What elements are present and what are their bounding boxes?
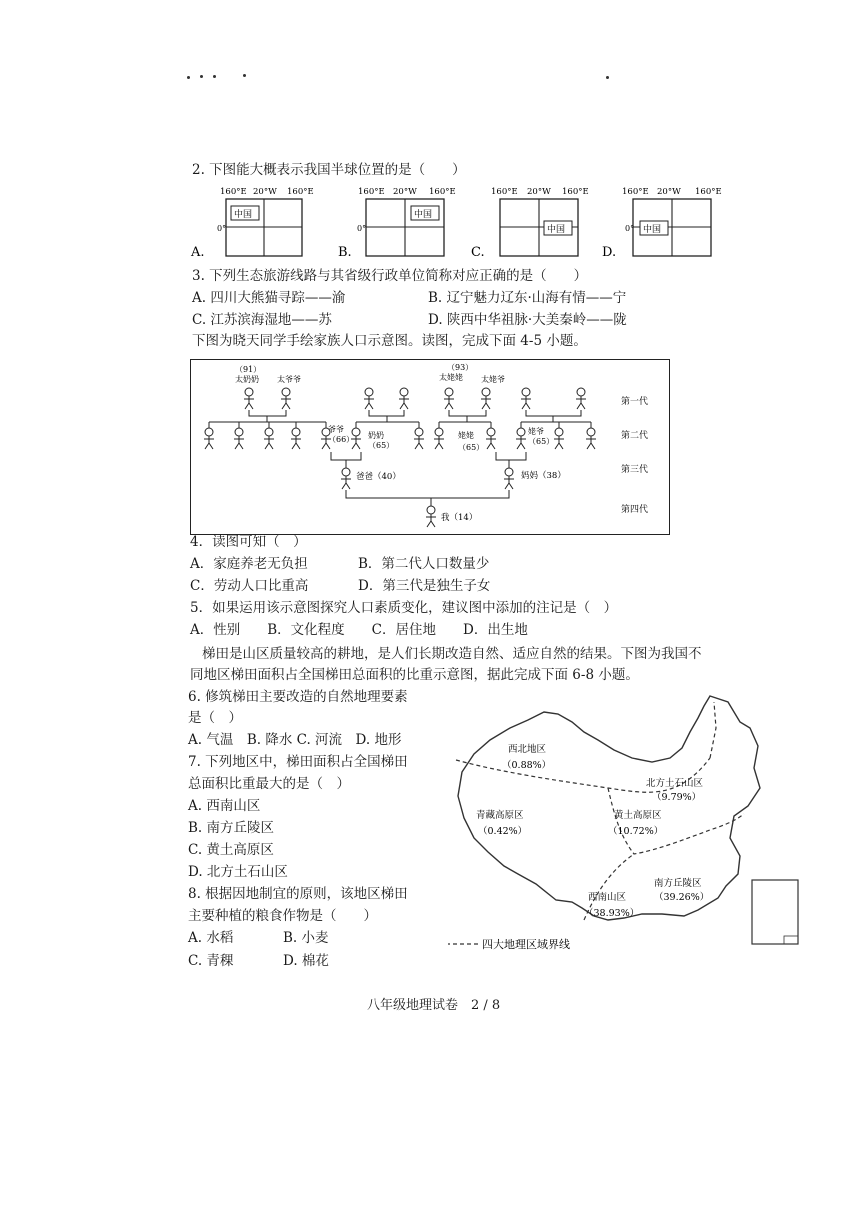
svg-text:西南山区: 西南山区: [588, 892, 627, 903]
svg-text:北方土石山区: 北方土石山区: [646, 778, 704, 789]
svg-text:黄土高原区: 黄土高原区: [614, 810, 662, 821]
terrace-intro-line2: 同地区梯田面积占全国梯田总面积的比重示意图，据此完成下面 6-8 小题。: [190, 667, 639, 683]
svg-text:第一代: 第一代: [621, 397, 649, 407]
q7-stem-line2: 总面积比重最大的是（ ）: [188, 776, 350, 792]
q6-stem-line1: 6. 修筑梯田主要改造的自然地理要素: [188, 689, 408, 705]
svg-text:（0.88%）: （0.88%）: [502, 760, 552, 771]
hemisphere-option-b: [338, 187, 456, 260]
q8-stem-line1: 8. 根据因地制宜的原则，该地区梯田: [188, 886, 408, 902]
q7-option-d: D. 北方土石山区: [188, 864, 288, 880]
svg-text:中国: 中国: [643, 225, 662, 235]
svg-text:第四代: 第四代: [621, 505, 649, 515]
svg-text:C.: C.: [471, 245, 485, 260]
svg-text:姥姥: 姥姥: [458, 431, 474, 440]
china-outline: [458, 696, 760, 920]
svg-text:160°E: 160°E: [491, 187, 518, 197]
q8-option-a: A. 水稻: [188, 930, 234, 946]
svg-text:0°: 0°: [357, 224, 367, 233]
svg-text:160°E: 160°E: [429, 187, 456, 197]
svg-text:太奶奶: 太奶奶: [235, 375, 259, 384]
page-footer: 八年级地理试卷 2 / 8: [367, 998, 501, 1013]
svg-text:第二代: 第二代: [621, 431, 649, 441]
svg-text:中国: 中国: [547, 225, 566, 235]
q3-option-c: C. 江苏滨海湿地——苏: [192, 312, 332, 328]
svg-text:160°E: 160°E: [562, 187, 589, 197]
hemisphere-diagrams: [190, 184, 730, 264]
svg-text:太姥爷: 太姥爷: [481, 375, 505, 384]
family-tree-figure: [190, 359, 670, 535]
svg-text:B.: B.: [338, 245, 352, 260]
svg-text:太爷爷: 太爷爷: [277, 375, 301, 384]
svg-text:160°E: 160°E: [358, 187, 385, 197]
svg-text:（66）: （66）: [328, 435, 355, 444]
q7-option-c: C. 黄土高原区: [188, 842, 274, 858]
hemisphere-option-c: [471, 187, 589, 260]
svg-text:奶奶: 奶奶: [368, 431, 384, 440]
svg-text:0°: 0°: [625, 224, 635, 233]
svg-text:姥爷: 姥爷: [528, 427, 544, 436]
hemisphere-option-a: [190, 187, 314, 260]
svg-text:20°W: 20°W: [657, 187, 681, 197]
scan-speck: [200, 75, 203, 78]
q8-stem-line2: 主要种植的粮食作物是（ ）: [188, 908, 377, 924]
svg-text:（9.79%）: （9.79%）: [652, 792, 702, 803]
svg-text:（65）: （65）: [528, 437, 555, 446]
svg-text:160°E: 160°E: [622, 187, 649, 197]
svg-text:妈妈（38）: 妈妈（38）: [521, 471, 566, 481]
svg-text:A.: A.: [191, 245, 205, 260]
svg-text:160°E: 160°E: [695, 187, 722, 197]
scan-speck: [213, 75, 216, 78]
svg-text:20°W: 20°W: [527, 187, 551, 197]
q3-option-a: A. 四川大熊猫寻踪——渝: [192, 290, 346, 306]
scan-speck: [243, 74, 246, 77]
q3-stem: 3. 下列生态旅游线路与其省级行政单位简称对应正确的是（ ）: [192, 268, 588, 284]
q2-stem: 2. 下图能大概表示我国半球位置的是（ ）: [192, 162, 466, 178]
svg-text:（38.93%）: （38.93%）: [584, 908, 640, 919]
q4-stem: 4．读图可知（ ）: [190, 534, 307, 550]
svg-text:20°W: 20°W: [393, 187, 417, 197]
svg-text:（65）: （65）: [368, 441, 395, 450]
q7-option-b: B. 南方丘陵区: [188, 820, 275, 836]
svg-text:第三代: 第三代: [621, 465, 649, 475]
svg-text:（10.72%）: （10.72%）: [608, 826, 664, 837]
terrace-intro-line1: 梯田是山区质量较高的耕地，是人们长期改造自然、适应自然的结果。下图为我国不: [202, 646, 702, 662]
svg-text:D.: D.: [602, 245, 617, 260]
q6-stem-line2: 是（ ）: [188, 710, 242, 726]
svg-text:（65）: （65）: [458, 443, 485, 452]
map-legend: 四大地理区域界线: [482, 938, 570, 951]
q7-option-a: A. 西南山区: [188, 798, 261, 814]
svg-text:20°W: 20°W: [253, 187, 277, 197]
q4-option-d: D．第三代是独生子女: [358, 578, 491, 594]
svg-text:160°E: 160°E: [287, 187, 314, 197]
svg-text:西北地区: 西北地区: [508, 744, 547, 755]
q8-option-c: C. 青稞: [188, 953, 234, 969]
q4-option-b: B．第二代人口数量少: [358, 556, 490, 572]
svg-text:中国: 中国: [414, 210, 433, 220]
q6-options: A. 气温 B. 降水 C. 河流 D. 地形: [188, 732, 402, 748]
q3-option-d: D. 陕西中华祖脉·大美秦岭——陇: [428, 312, 627, 328]
hemisphere-option-d: [602, 187, 722, 260]
svg-text:爸爸（40）: 爸爸（40）: [356, 472, 401, 482]
scan-speck: [187, 76, 190, 79]
q3-option-b: B. 辽宁魅力辽东·山海有情——宁: [428, 290, 627, 306]
svg-text:（39.26%）: （39.26%）: [654, 892, 710, 903]
svg-text:太姥姥: 太姥姥: [439, 373, 463, 382]
svg-text:青藏高原区: 青藏高原区: [476, 810, 524, 821]
svg-text:160°E: 160°E: [220, 187, 247, 197]
svg-text:（91）: （91）: [235, 365, 262, 374]
svg-text:（0.42%）: （0.42%）: [478, 826, 528, 837]
q5-stem: 5．如果运用该示意图探究人口素质变化，建议图中添加的注记是（ ）: [190, 600, 618, 616]
q8-option-d: D. 棉花: [283, 953, 329, 969]
svg-text:中国: 中国: [234, 210, 253, 220]
svg-text:0°: 0°: [217, 224, 227, 233]
svg-text:我（14）: 我（14）: [441, 513, 478, 523]
svg-text:爷爷: 爷爷: [328, 425, 344, 434]
svg-text:（93）: （93）: [447, 363, 474, 372]
q4-option-a: A．家庭养老无负担: [190, 556, 308, 572]
q4-option-c: C．劳动人口比重高: [190, 578, 309, 594]
china-terrace-map: [448, 688, 808, 970]
q7-stem-line1: 7. 下列地区中，梯田面积占全国梯田: [188, 754, 408, 770]
q8-option-b: B. 小麦: [283, 930, 329, 946]
family-intro: 下图为晓天同学手绘家族人口示意图。读图，完成下面 4-5 小题。: [192, 333, 587, 349]
svg-text:南方丘陵区: 南方丘陵区: [654, 878, 702, 889]
q5-options: A．性别 B．文化程度 C．居住地 D．出生地: [190, 622, 528, 638]
scan-speck: [606, 76, 609, 79]
